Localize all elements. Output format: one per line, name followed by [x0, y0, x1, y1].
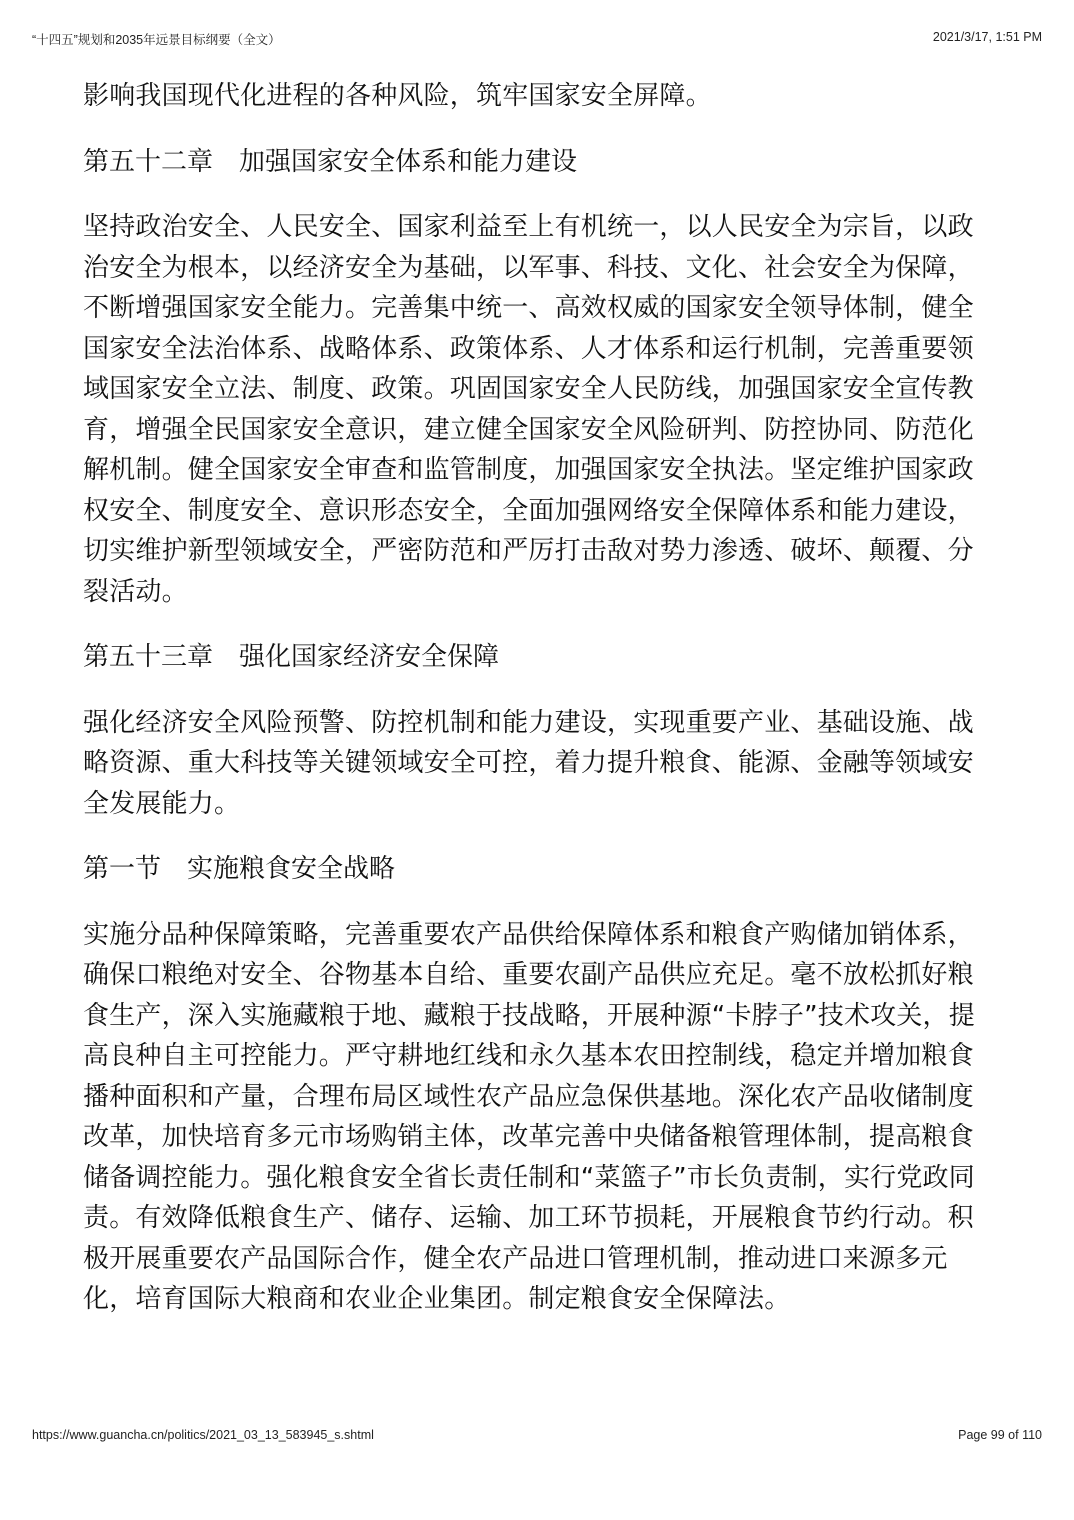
paragraph-chapter-52: 坚持政治安全、人民安全、国家利益至上有机统一，以人民安全为宗旨，以政治安全为根本，以经济安全为基础，以军事、科技、文化、社会安全为保障，不断增强国家安全能力。完善集中统一、高效权威的国家安全领导体制，健全国家安全法治体系、战略体系、政策体系、人才体系和运行机制，完善重要领域国家安全立法、制度、政策。巩固国家安全人民防线，加强国家安全宣传教育，增强全民国家安全意识，建立健全国家安全风险研判、防控协同、防范化解机制。健全国家安全审查和监管制度，加强国家安全执法。坚定维护国家政权安全、制度安全、意识形态安全，全面加强网络安全保障体系和能力建设，切实维护新型领域安全，严密防范和严厉打击敌对势力渗透、破坏、颠覆、分裂活动。 [83, 212, 974, 607]
document-title: “十四五”规划和2035年远景目标纲要（全文） [32, 33, 281, 47]
source-url[interactable]: https://www.guancha.cn/politics/2021_03_13_583945_s.shtml [32, 1428, 374, 1442]
page-footer [32, 1428, 1042, 1448]
section-1-heading: 第一节 实施粮食安全战略 [83, 854, 396, 884]
article-body [83, 76, 993, 1345]
chapter-52-heading: 第五十二章 加强国家安全体系和能力建设 [83, 146, 578, 177]
page-number: Page 99 of 110 [958, 1428, 1042, 1442]
paragraph-intro: 影响我国现代化进程的各种风险，筑牢国家安全屏障。 [83, 81, 712, 111]
paragraph-section-1: 实施分品种保障策略，完善重要农产品供给保障体系和粮食产购储加销体系，确保口粮绝对安全、谷物基本自给、重要农副产品供应充足。毫不放松抓好粮食生产，深入实施藏粮于地、藏粮于技战略，开展种源“卡脖子”技术攻关，提高良种自主可控能力。严守耕地红线和永久基本农田控制线，稳定并增加粮食播种面积和产量，合理布局区域性农产品应急保供基地。深化农产品收储制度改革，加快培育多元市场购销主体，改革完善中央储备粮管理体制，提高粮食储备调控能力。强化粮食安全省长责任制和“菜篮子”市长负责制，实行党政同责。有效降低粮食生产、储存、运输、加工环节损耗，开展粮食节约行动。积极开展重要农产品国际合作，健全农产品进口管理机制，推动进口来源多元化，培育国际大粮商和农业企业集团。制定粮食安全保障法。 [83, 919, 975, 1314]
paragraph-chapter-53: 强化经济安全风险预警、防控机制和能力建设，实现重要产业、基础设施、战略资源、重大科技等关键领域安全可控，着力提升粮食、能源、金融等领域安全发展能力。 [83, 707, 974, 819]
page-header [32, 30, 1042, 50]
print-timestamp: 2021/3/17, 1:51 PM [932, 30, 1042, 44]
chapter-53-heading: 第五十三章 强化国家经济安全保障 [83, 642, 500, 672]
